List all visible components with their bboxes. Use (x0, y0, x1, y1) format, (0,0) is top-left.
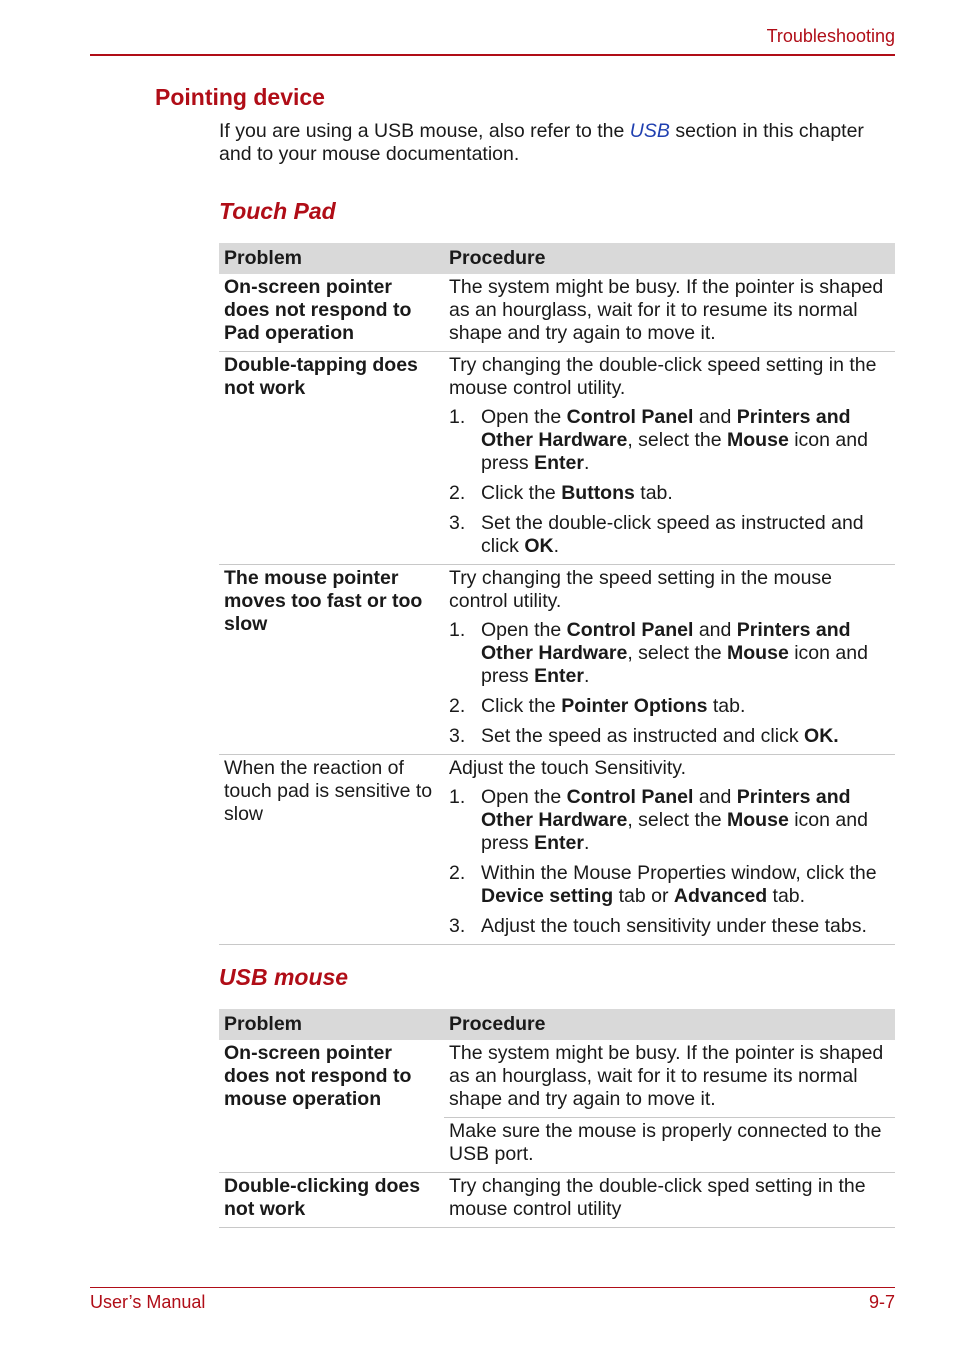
bold-term: Printers and Other Hardware (481, 786, 851, 831)
step-number: 1. (449, 619, 466, 641)
usb-mouse-table (219, 1009, 895, 1228)
step-text: Adjust the touch sensitivity under these tabs. (481, 915, 867, 937)
bold-term: Enter (534, 665, 584, 687)
table-row (219, 565, 895, 755)
list-item (449, 786, 890, 855)
procedure-cell: Make sure the mouse is properly connected to the USB port. (444, 1118, 895, 1173)
table-header-row (219, 243, 895, 274)
header-rule (90, 54, 895, 56)
step-text: and (693, 619, 737, 641)
table-row (219, 1173, 895, 1228)
steps-list (449, 619, 890, 748)
intro-paragraph (219, 120, 899, 166)
page-number: 9-7 (868, 1292, 895, 1312)
procedure-cell (444, 565, 895, 755)
list-item (449, 406, 890, 475)
bold-term: Enter (534, 452, 584, 474)
list-item (449, 725, 890, 748)
step-number: 3. (449, 512, 466, 534)
step-text: Open the (481, 619, 567, 641)
bold-term: OK. (804, 725, 839, 747)
step-number: 1. (449, 406, 466, 428)
touchpad-table (219, 243, 895, 945)
bold-term: Control Panel (566, 619, 694, 641)
procedure-text: The system might be busy. If the pointer is shaped as an hourglass, wait for it to resume its normal shape and try again to move it. (449, 276, 884, 344)
step-text: . (553, 535, 560, 557)
table-row (219, 1040, 895, 1118)
step-text: Open the (481, 786, 567, 808)
touchpad-heading: Touch Pad (219, 198, 336, 224)
column-header-procedure: Procedure (444, 1009, 895, 1040)
step-text: tab. (767, 885, 806, 907)
step-number: 1. (449, 786, 466, 808)
procedure-cell: The system might be busy. If the pointer is shaped as an hourglass, wait for it to resume its normal shape and try again to move it. (444, 1040, 895, 1118)
step-number: 2. (449, 862, 466, 884)
running-header: Troubleshooting (766, 26, 895, 46)
step-text: . (583, 452, 590, 474)
step-text: tab. (634, 482, 673, 504)
bold-term: Mouse (727, 642, 789, 664)
step-text: icon and press (481, 809, 868, 854)
usb-mouse-heading: USB mouse (219, 964, 349, 990)
footer-manual-title: User’s Manual (90, 1292, 206, 1312)
problem-cell: Double-clicking does not work (219, 1173, 444, 1228)
step-text: . (583, 665, 590, 687)
intro-text-before: If you are using a USB mouse, also refer to the (219, 120, 630, 142)
list-item (449, 512, 890, 558)
steps-list (449, 786, 890, 938)
step-number: 2. (449, 482, 466, 504)
list-item (449, 862, 890, 908)
bold-term: Buttons (561, 482, 635, 504)
table-row (219, 274, 895, 352)
bold-term: Mouse (727, 429, 789, 451)
bold-term: Mouse (727, 809, 789, 831)
procedure-cell (444, 274, 895, 352)
step-text: icon and press (481, 429, 868, 474)
procedure-text: Try changing the double-click speed setting in the mouse control utility. (449, 354, 877, 399)
step-text: Open the (481, 406, 567, 428)
list-item (449, 482, 890, 505)
procedure-cell: Try changing the double-click sped setting in the mouse control utility (444, 1173, 895, 1228)
step-text: tab. (707, 695, 746, 717)
intro-text-after: section in this chapter and to your mouse documentation. (219, 120, 864, 165)
list-item (449, 915, 890, 938)
step-text: , select the (627, 429, 728, 451)
problem-cell: The mouse pointer moves too fast or too slow (219, 565, 444, 755)
procedure-text: Adjust the touch Sensitivity. (449, 757, 687, 779)
steps-list (449, 406, 890, 558)
bold-term: Advanced (673, 885, 768, 907)
problem-cell: When the reaction of touch pad is sensitive to slow (219, 755, 444, 945)
step-text: icon and press (481, 642, 868, 687)
section-heading: Pointing device (155, 84, 325, 110)
step-text: . (583, 832, 590, 854)
footer-rule (90, 1287, 895, 1288)
bold-term: Pointer Options (561, 695, 708, 717)
step-text: and (693, 406, 737, 428)
bold-term: Enter (534, 832, 584, 854)
problem-cell: Double-tapping does not work (219, 352, 444, 565)
problem-cell: On-screen pointer does not respond to mouse operation (224, 1042, 412, 1110)
usb-link[interactable]: USB (629, 120, 670, 142)
step-text: Within the Mouse Properties window, click the (481, 862, 877, 884)
column-header-procedure: Procedure (444, 243, 895, 274)
bold-term: OK (524, 535, 554, 557)
table-row (219, 352, 895, 565)
step-text: , select the (627, 809, 728, 831)
column-header-problem: Problem (219, 1009, 444, 1040)
step-text: tab or (613, 885, 674, 907)
column-header-problem: Problem (219, 243, 444, 274)
step-number: 3. (449, 725, 466, 747)
bold-term: Device setting (481, 885, 614, 907)
step-text: Click the (481, 695, 562, 717)
procedure-cell (444, 755, 895, 945)
bold-term: Printers and Other Hardware (481, 406, 851, 451)
step-text: Set the double-click speed as instructed and click (481, 512, 864, 557)
procedure-text: Try changing the speed setting in the mouse control utility. (449, 567, 833, 612)
step-text: Set the speed as instructed and click (481, 725, 805, 747)
step-number: 3. (449, 915, 466, 937)
bold-term: Printers and Other Hardware (481, 619, 851, 664)
list-item (449, 619, 890, 688)
step-text: , select the (627, 642, 728, 664)
table-row (219, 755, 895, 945)
step-text: Click the (481, 482, 562, 504)
problem-cell: On-screen pointer does not respond to Pad operation (219, 274, 444, 352)
touchpad-table-body (219, 274, 895, 945)
list-item (449, 695, 890, 718)
bold-term: Control Panel (566, 786, 694, 808)
step-number: 2. (449, 695, 466, 717)
procedure-cell (444, 352, 895, 565)
bold-term: Control Panel (566, 406, 694, 428)
table-header-row (219, 1009, 895, 1040)
step-text: and (693, 786, 737, 808)
